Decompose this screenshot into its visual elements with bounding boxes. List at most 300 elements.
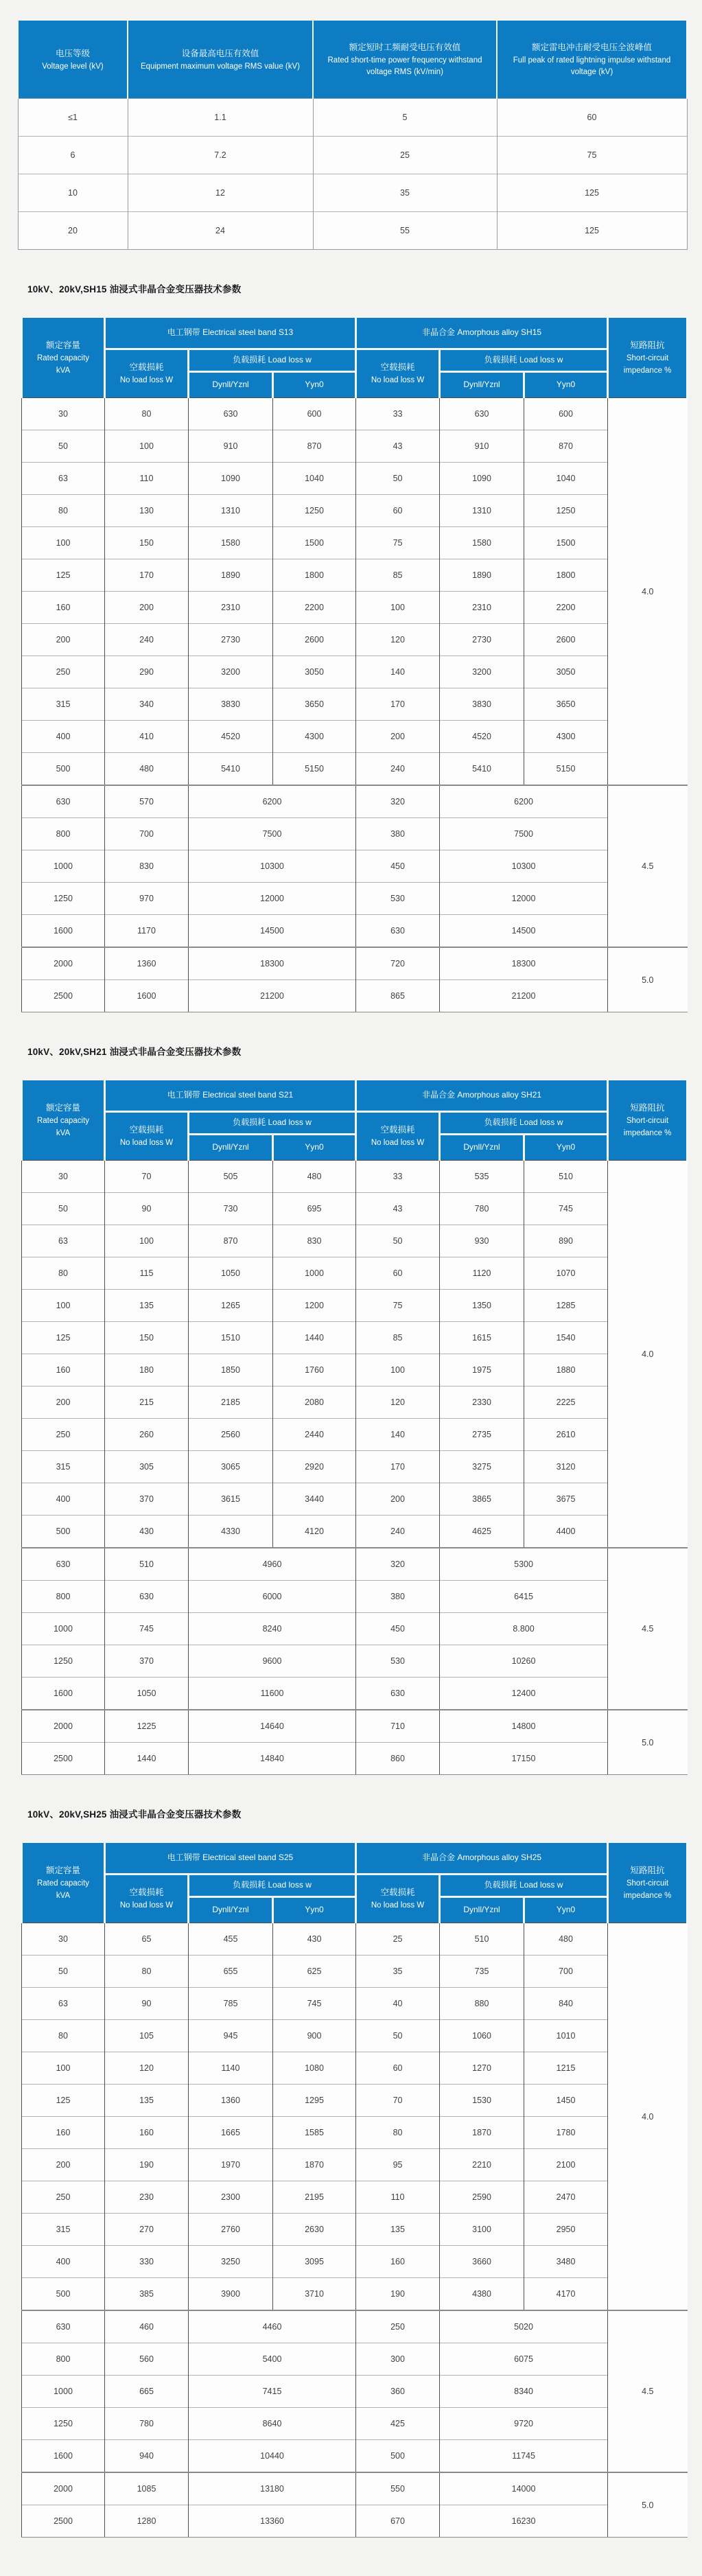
cell: 1070 — [524, 1257, 608, 1290]
cell: 1890 — [189, 559, 273, 592]
cell: 425 — [356, 2408, 440, 2440]
cell: 1800 — [273, 559, 356, 592]
cell: 385 — [105, 2278, 189, 2311]
table-row — [22, 2376, 688, 2408]
merged-load-loss-cell: 10260 — [440, 1645, 608, 1678]
steel-group-header: 电工钢带 Electrical steel band S25 — [105, 1842, 356, 1875]
cell: 1170 — [105, 915, 189, 948]
impedance-cell: 4.5 — [608, 2310, 688, 2472]
cell: 7.2 — [128, 137, 313, 174]
cell: 85 — [356, 1322, 440, 1354]
merged-load-loss-cell: 7500 — [189, 818, 356, 850]
table-row — [22, 1161, 688, 1193]
capacity-cell: 63 — [22, 463, 105, 495]
cell: 1080 — [273, 2052, 356, 2085]
load-loss-header: 负载损耗 Load loss w — [440, 349, 608, 372]
cell: 3710 — [273, 2278, 356, 2311]
cell: 745 — [105, 1613, 189, 1645]
cell: 65 — [105, 1923, 189, 1956]
cell: 655 — [189, 1956, 273, 1988]
merged-load-loss-cell: 6075 — [440, 2343, 608, 2376]
header-label-zh: 空载损耗 — [380, 1888, 415, 1898]
cell: 120 — [356, 1386, 440, 1419]
cell: 1360 — [189, 2085, 273, 2117]
table-row — [22, 1419, 688, 1451]
merged-load-loss-cell: 10440 — [189, 2440, 356, 2473]
capacity-cell: 500 — [22, 1516, 105, 1548]
cell: 4300 — [273, 721, 356, 753]
cell: 1050 — [189, 1257, 273, 1290]
table-row — [22, 1386, 688, 1419]
cell: 1215 — [524, 2052, 608, 2085]
load-loss-header: 负载损耗 Load loss w — [189, 1112, 356, 1135]
no-load-header — [105, 1875, 189, 1923]
cell: 480 — [273, 1161, 356, 1193]
cell: 3900 — [189, 2278, 273, 2311]
capacity-cell: 50 — [22, 430, 105, 463]
table-row — [22, 1988, 688, 2020]
cell: 4520 — [440, 721, 524, 753]
cell: 3650 — [273, 688, 356, 721]
impedance-cell: 5.0 — [608, 2472, 688, 2538]
cell: 240 — [356, 753, 440, 786]
cell: 100 — [105, 430, 189, 463]
cell: 1010 — [524, 2020, 608, 2052]
cell: 120 — [356, 624, 440, 656]
merged-load-loss-cell: 13180 — [189, 2472, 356, 2505]
cell: 380 — [356, 818, 440, 850]
cell: 550 — [356, 2472, 440, 2505]
cell: 4400 — [524, 1516, 608, 1548]
cell: 530 — [356, 1645, 440, 1678]
cell: 35 — [356, 1956, 440, 1988]
cell: 75 — [356, 1290, 440, 1322]
cell: 240 — [105, 624, 189, 656]
header-label-zh: 额定短时工频耐受电压有效值 — [349, 43, 461, 53]
capacity-cell: 1250 — [22, 1645, 105, 1678]
cell: 2730 — [189, 624, 273, 656]
amorphous-group-header: 非晶合金 Amorphous alloy SH25 — [356, 1842, 608, 1875]
transformer-table-sh25 — [21, 1841, 688, 2538]
vector-group-header: Yyn0 — [524, 1135, 608, 1161]
cell: 1310 — [440, 495, 524, 527]
cell: 430 — [273, 1923, 356, 1956]
cell: 2735 — [440, 1419, 524, 1451]
table-head — [22, 317, 688, 398]
capacity-cell: 80 — [22, 1257, 105, 1290]
capacity-cell: 100 — [22, 527, 105, 559]
merged-load-loss-cell: 14640 — [189, 1710, 356, 1743]
cell: 12 — [128, 174, 313, 212]
cell: 140 — [356, 656, 440, 688]
capacity-cell: 2500 — [22, 2505, 105, 2538]
cell: 60 — [356, 2052, 440, 2085]
cell: 10 — [18, 174, 128, 212]
impedance-cell: 4.0 — [608, 1161, 688, 1548]
cell: 3615 — [189, 1483, 273, 1516]
capacity-cell: 100 — [22, 2052, 105, 2085]
cell: 600 — [524, 398, 608, 430]
impedance-cell: 4.0 — [608, 398, 688, 786]
cell: 3100 — [440, 2214, 524, 2246]
header-label-en: impedance % — [623, 1129, 672, 1137]
merged-load-loss-cell: 12000 — [189, 883, 356, 915]
cell: 50 — [356, 1225, 440, 1257]
capacity-cell: 800 — [22, 1581, 105, 1613]
header-label-en: kVA — [56, 367, 71, 375]
cell: 90 — [105, 1988, 189, 2020]
cell: 890 — [524, 1225, 608, 1257]
table-row — [22, 1710, 688, 1743]
cell: 1060 — [440, 2020, 524, 2052]
cell: 200 — [105, 592, 189, 624]
no-load-header — [356, 1112, 440, 1161]
header-row — [22, 1875, 688, 1897]
cell: 1090 — [189, 463, 273, 495]
cell: 510 — [105, 1548, 189, 1581]
cell: 2600 — [524, 624, 608, 656]
capacity-cell: 50 — [22, 1193, 105, 1225]
cell: 910 — [440, 430, 524, 463]
header-label-zh: 设备最高电压有效值 — [181, 48, 259, 58]
vector-group-header: Dynll/Yznl — [189, 1897, 273, 1923]
cell: 5150 — [524, 753, 608, 786]
cell: 860 — [356, 1743, 440, 1775]
cell: 270 — [105, 2214, 189, 2246]
table-row — [22, 1516, 688, 1548]
table-row — [22, 527, 688, 559]
cell: 1265 — [189, 1290, 273, 1322]
cell: 1140 — [189, 2052, 273, 2085]
merged-load-loss-cell: 18300 — [440, 947, 608, 980]
cell: 290 — [105, 656, 189, 688]
cell: 2100 — [524, 2149, 608, 2181]
cell: 630 — [189, 398, 273, 430]
table-body — [22, 1161, 688, 1775]
merged-load-loss-cell: 11745 — [440, 2440, 608, 2473]
table-row — [22, 818, 688, 850]
cell: 100 — [356, 1354, 440, 1386]
cell: 1040 — [273, 463, 356, 495]
merged-load-loss-cell: 14000 — [440, 2472, 608, 2505]
cell: 150 — [105, 1322, 189, 1354]
cell: 3440 — [273, 1483, 356, 1516]
table-row — [22, 1483, 688, 1516]
cell: 625 — [273, 1956, 356, 1988]
cell: 80 — [356, 2117, 440, 2149]
cell: 24 — [128, 212, 313, 250]
merged-load-loss-cell: 8640 — [189, 2408, 356, 2440]
capacity-cell: 80 — [22, 2020, 105, 2052]
cell: 1870 — [273, 2149, 356, 2181]
voltage-table-head — [18, 20, 687, 99]
capacity-cell: 315 — [22, 688, 105, 721]
merged-load-loss-cell: 4460 — [189, 2310, 356, 2343]
capacity-cell: 630 — [22, 785, 105, 818]
header-label-en: Short-circuit — [626, 353, 669, 362]
capacity-header — [22, 317, 105, 398]
table-row — [22, 2117, 688, 2149]
table-row — [18, 137, 687, 174]
header-label-en: Rated capacity — [36, 353, 90, 362]
impedance-cell: 4.5 — [608, 785, 688, 947]
cell: 215 — [105, 1386, 189, 1419]
cell: 80 — [105, 398, 189, 430]
header-row — [18, 20, 687, 99]
cell: 180 — [105, 1354, 189, 1386]
cell: 2080 — [273, 1386, 356, 1419]
table-body — [22, 398, 688, 1012]
cell: 35 — [313, 174, 497, 212]
cell: 1600 — [105, 980, 189, 1012]
amorphous-group-header: 非晶合金 Amorphous alloy SH21 — [356, 1080, 608, 1112]
cell: 40 — [356, 1988, 440, 2020]
cell: 300 — [356, 2343, 440, 2376]
table-row — [22, 2343, 688, 2376]
vector-group-header: Yyn0 — [524, 1897, 608, 1923]
header-label-zh: 电压等级 — [55, 48, 90, 58]
cell: 1285 — [524, 1290, 608, 1322]
table-row — [22, 1322, 688, 1354]
merged-load-loss-cell: 8340 — [440, 2376, 608, 2408]
cell: 1880 — [524, 1354, 608, 1386]
impedance-header — [608, 1842, 688, 1923]
cell: 1085 — [105, 2472, 189, 2505]
cell: 1615 — [440, 1322, 524, 1354]
cell: 5 — [313, 99, 497, 137]
table-row — [22, 2020, 688, 2052]
cell: 1580 — [440, 527, 524, 559]
header-label-en: No load loss W — [371, 1901, 425, 1910]
header-row — [22, 349, 688, 372]
cell: 4170 — [524, 2278, 608, 2311]
cell: 50 — [356, 2020, 440, 2052]
table-row — [22, 850, 688, 883]
table-title-sh15: 10kV、20kV,SH15 油浸式非晶合金变压器技术参数 — [27, 284, 242, 294]
vector-group-header: Yyn0 — [273, 372, 356, 398]
merged-load-loss-cell: 17150 — [440, 1743, 608, 1775]
capacity-cell: 160 — [22, 2117, 105, 2149]
cell: 665 — [105, 2376, 189, 2408]
table-row — [22, 1743, 688, 1775]
cell: 630 — [356, 915, 440, 948]
cell: 2920 — [273, 1451, 356, 1483]
cell: 6 — [18, 137, 128, 174]
transformer-section-sh21 — [0, 1044, 702, 1775]
table-title-sh21: 10kV、20kV,SH21 油浸式非晶合金变压器技术参数 — [27, 1047, 242, 1057]
capacity-cell: 630 — [22, 2310, 105, 2343]
cell: 870 — [524, 430, 608, 463]
cell: 1050 — [105, 1678, 189, 1710]
table-row — [22, 1923, 688, 1956]
cell: 200 — [356, 721, 440, 753]
load-loss-header: 负载损耗 Load loss w — [440, 1875, 608, 1897]
header-label-en: Rated short-time power frequency withstand voltage RMS (kV/min) — [327, 56, 482, 77]
cell: 1270 — [440, 2052, 524, 2085]
cell: 1450 — [524, 2085, 608, 2117]
table-row — [22, 2214, 688, 2246]
cell: 3250 — [189, 2246, 273, 2278]
cell: 3650 — [524, 688, 608, 721]
cell: 785 — [189, 1988, 273, 2020]
impedance-cell: 4.0 — [608, 1923, 688, 2311]
cell: 60 — [356, 1257, 440, 1290]
voltage-table — [17, 19, 688, 250]
capacity-cell: 63 — [22, 1225, 105, 1257]
cell: 2630 — [273, 2214, 356, 2246]
table-row — [22, 430, 688, 463]
cell: 745 — [273, 1988, 356, 2020]
table-row — [22, 592, 688, 624]
capacity-cell: 2500 — [22, 980, 105, 1012]
cell: 50 — [356, 463, 440, 495]
merged-load-loss-cell: 6200 — [440, 785, 608, 818]
capacity-cell: 50 — [22, 1956, 105, 1988]
cell: 70 — [105, 1161, 189, 1193]
no-load-header — [105, 1112, 189, 1161]
cell: 1500 — [273, 527, 356, 559]
header-label-en: No load loss W — [119, 1901, 174, 1910]
cell: 2560 — [189, 1419, 273, 1451]
cell: 745 — [524, 1193, 608, 1225]
vector-group-header: Yyn0 — [524, 372, 608, 398]
cell: 1800 — [524, 559, 608, 592]
capacity-cell: 30 — [22, 1161, 105, 1193]
table-row — [22, 398, 688, 430]
impedance-cell: 5.0 — [608, 1710, 688, 1775]
cell: 3200 — [189, 656, 273, 688]
cell: 75 — [356, 527, 440, 559]
capacity-cell: 250 — [22, 656, 105, 688]
header-label-en: impedance % — [623, 1892, 672, 1900]
cell: 2730 — [440, 624, 524, 656]
merged-load-loss-cell: 10300 — [440, 850, 608, 883]
cell: 1760 — [273, 1354, 356, 1386]
cell: 2195 — [273, 2181, 356, 2214]
table-row — [22, 785, 688, 818]
cell: 670 — [356, 2505, 440, 2538]
capacity-cell: 250 — [22, 1419, 105, 1451]
header-label-en: kVA — [56, 1129, 71, 1137]
cell: 1510 — [189, 1322, 273, 1354]
cell: 570 — [105, 785, 189, 818]
cell: 1500 — [524, 527, 608, 559]
capacity-header — [22, 1842, 105, 1923]
table-body — [22, 1923, 688, 2538]
cell: 4300 — [524, 721, 608, 753]
cell: 840 — [524, 1988, 608, 2020]
capacity-cell: 2500 — [22, 1743, 105, 1775]
cell: 3830 — [189, 688, 273, 721]
header-label-zh: 空载损耗 — [129, 362, 164, 373]
cell: 4330 — [189, 1516, 273, 1548]
cell: 1440 — [105, 1743, 189, 1775]
table-head — [22, 1080, 688, 1161]
cell: 1040 — [524, 463, 608, 495]
capacity-header — [22, 1080, 105, 1161]
cell: 2470 — [524, 2181, 608, 2214]
merged-load-loss-cell: 6415 — [440, 1581, 608, 1613]
cell: 370 — [105, 1483, 189, 1516]
table-row — [22, 915, 688, 948]
cell: ≤1 — [18, 99, 128, 137]
cell: 910 — [189, 430, 273, 463]
cell: 3865 — [440, 1483, 524, 1516]
voltage-col-header — [18, 20, 128, 99]
steel-group-header: 电工钢带 Electrical steel band S13 — [105, 317, 356, 349]
cell: 2210 — [440, 2149, 524, 2181]
cell: 3120 — [524, 1451, 608, 1483]
merged-load-loss-cell: 14500 — [440, 915, 608, 948]
table-row — [22, 1645, 688, 1678]
cell: 320 — [356, 1548, 440, 1581]
voltage-col-header — [313, 20, 497, 99]
capacity-cell: 200 — [22, 2149, 105, 2181]
cell: 830 — [273, 1225, 356, 1257]
table-row — [22, 656, 688, 688]
cell: 1975 — [440, 1354, 524, 1386]
cell: 630 — [440, 398, 524, 430]
cell: 150 — [105, 527, 189, 559]
cell: 1200 — [273, 1290, 356, 1322]
cell: 60 — [356, 495, 440, 527]
cell: 170 — [356, 688, 440, 721]
cell: 33 — [356, 398, 440, 430]
cell: 1310 — [189, 495, 273, 527]
cell: 3830 — [440, 688, 524, 721]
cell: 1250 — [524, 495, 608, 527]
merged-load-loss-cell: 7500 — [440, 818, 608, 850]
merged-load-loss-cell: 18300 — [189, 947, 356, 980]
table-row — [22, 1548, 688, 1581]
cell: 1250 — [273, 495, 356, 527]
capacity-cell: 800 — [22, 2343, 105, 2376]
cell: 43 — [356, 430, 440, 463]
cell: 1000 — [273, 1257, 356, 1290]
cell: 1580 — [189, 527, 273, 559]
cell: 85 — [356, 559, 440, 592]
merged-load-loss-cell: 9720 — [440, 2408, 608, 2440]
cell: 230 — [105, 2181, 189, 2214]
merged-load-loss-cell: 8.800 — [440, 1613, 608, 1645]
cell: 735 — [440, 1956, 524, 1988]
cell: 380 — [356, 1581, 440, 1613]
capacity-cell: 500 — [22, 753, 105, 786]
cell: 190 — [105, 2149, 189, 2181]
capacity-cell: 1000 — [22, 2376, 105, 2408]
table-row — [22, 2408, 688, 2440]
cell: 870 — [189, 1225, 273, 1257]
merged-load-loss-cell: 14800 — [440, 1710, 608, 1743]
vector-group-header: Dynll/Yznl — [440, 1897, 524, 1923]
cell: 125 — [497, 212, 687, 250]
cell: 2950 — [524, 2214, 608, 2246]
cell: 320 — [356, 785, 440, 818]
cell: 970 — [105, 883, 189, 915]
table-row — [22, 883, 688, 915]
cell: 1120 — [440, 1257, 524, 1290]
header-label-zh: 短路阻抗 — [630, 1865, 665, 1875]
capacity-cell: 1250 — [22, 2408, 105, 2440]
cell: 75 — [497, 137, 687, 174]
cell: 510 — [440, 1923, 524, 1956]
cell: 505 — [189, 1161, 273, 1193]
impedance-header — [608, 317, 688, 398]
cell: 700 — [105, 818, 189, 850]
header-label-zh: 短路阻抗 — [630, 340, 665, 350]
cell: 2610 — [524, 1419, 608, 1451]
cell: 3660 — [440, 2246, 524, 2278]
